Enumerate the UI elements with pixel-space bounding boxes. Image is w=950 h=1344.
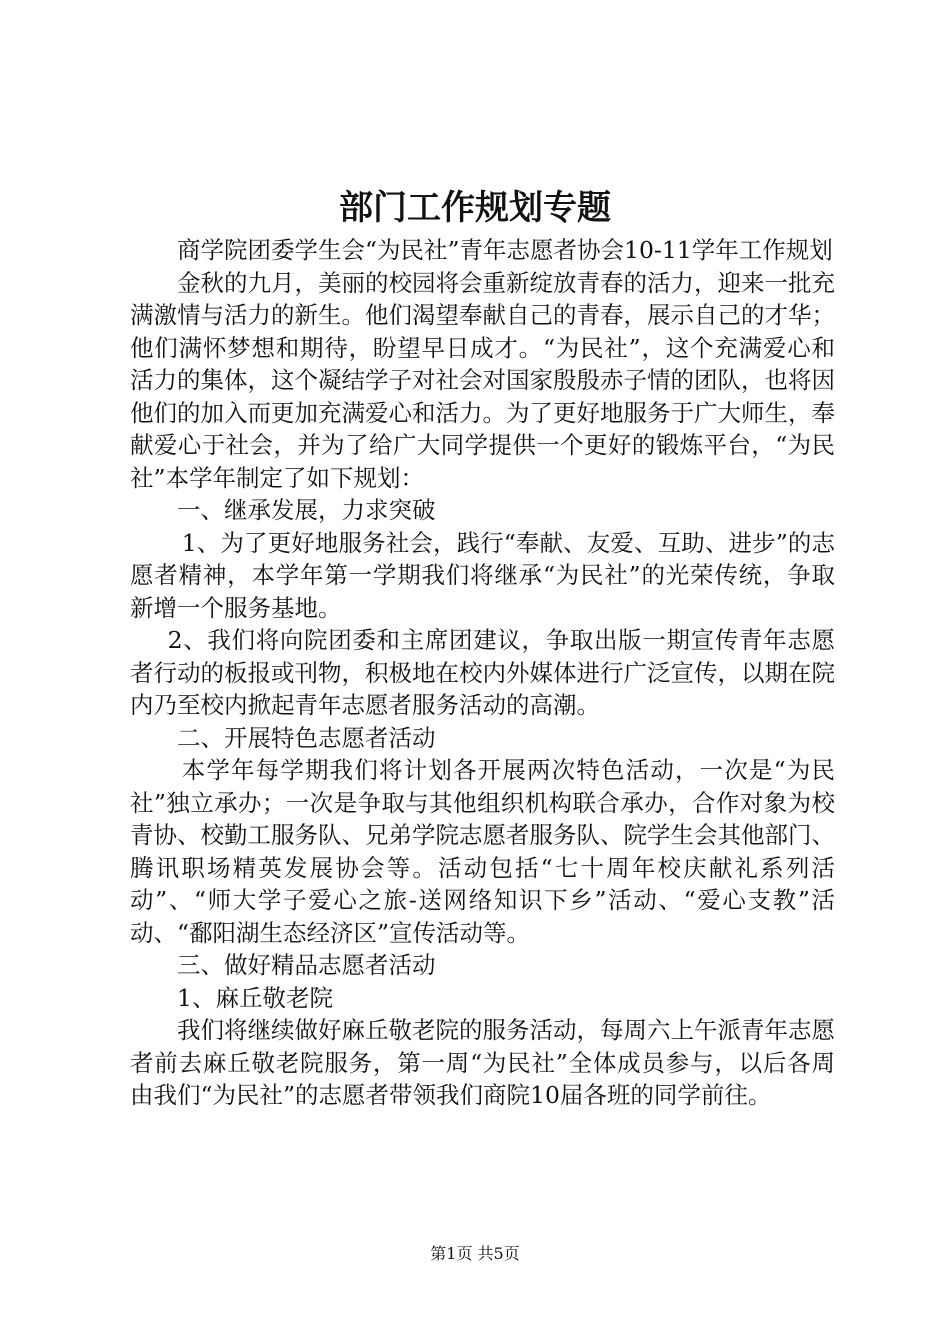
document-body [130, 234, 835, 1112]
paragraph-subtitle: 商学院团委学生会“为民社”青年志愿者协会10-11学年工作规划 [177, 236, 833, 264]
page-number-footer: 第1页 共5页 [430, 1244, 520, 1263]
paragraph-section-3-1: 我们将继续做好麻丘敬老院的服务活动，每周六上午派青年志愿者前去麻丘敬老院服务，第一周“为民社”全体成员参与，以后各周由我们“为民社”的志愿者带领我们商院10届各班的同学前往。 [130, 1016, 835, 1109]
paragraph-item-1-1: 1、为了更好地服务社会，践行“奉献、友爱、互助、进步”的志愿者精神，本学年第一学期我们将继承“为民社”的光荣传统，争取新增一个服务基地。 [130, 528, 835, 622]
paragraph-item-1-2: 2、我们将向院团委和主席团建议，争取出版一期宣传青年志愿者行动的板报或刊物，积极地在校内外媒体进行广泛宣传，以期在院内乃至校内掀起青年志愿者服务活动的高潮。 [130, 626, 835, 719]
document-title: 部门工作规划专题 [339, 188, 611, 228]
paragraph-intro: 金秋的九月，美丽的校园将会重新绽放青春的活力，迎来一批充满激情与活力的新生。他们渴望奉献自己的青春，展示自己的才华；他们满怀梦想和期待，盼望早日成才。“为民社”，这个充满爱心和活力的集体，这个凝结学子对社会对国家殷殷赤子情的团队，也将因他们的加入而更加充满爱心和活力。为了更好地服务于广大师生，奉献爱心于社会，并为了给广大同学提供一个更好的锻炼平台，“为民社”本学年制定了如下规划： [130, 268, 835, 492]
section-heading-3: 三、做好精品志愿者活动 [177, 951, 436, 979]
section-heading-1: 一、继承发展，力求突破 [177, 496, 436, 524]
paragraph-section-2: 本学年每学期我们将计划各开展两次特色活动，一次是“为民社”独立承办；一次是争取与其他组织机构联合承办，合作对象为校青协、校勤工服务队、兄弟学院志愿者服务队、院学生会其他部门、腾讯职场精英发展协会等。活动包括“七十周年校庆献礼系列活动”、“师大学子爱心之旅-送网络知识下乡”活动、“爱心支教”活动、“鄱阳湖生态经济区”宣传活动等。 [130, 756, 835, 947]
subheading-3-1: 1、麻丘敬老院 [177, 983, 333, 1012]
section-heading-2: 二、开展特色志愿者活动 [177, 723, 436, 752]
